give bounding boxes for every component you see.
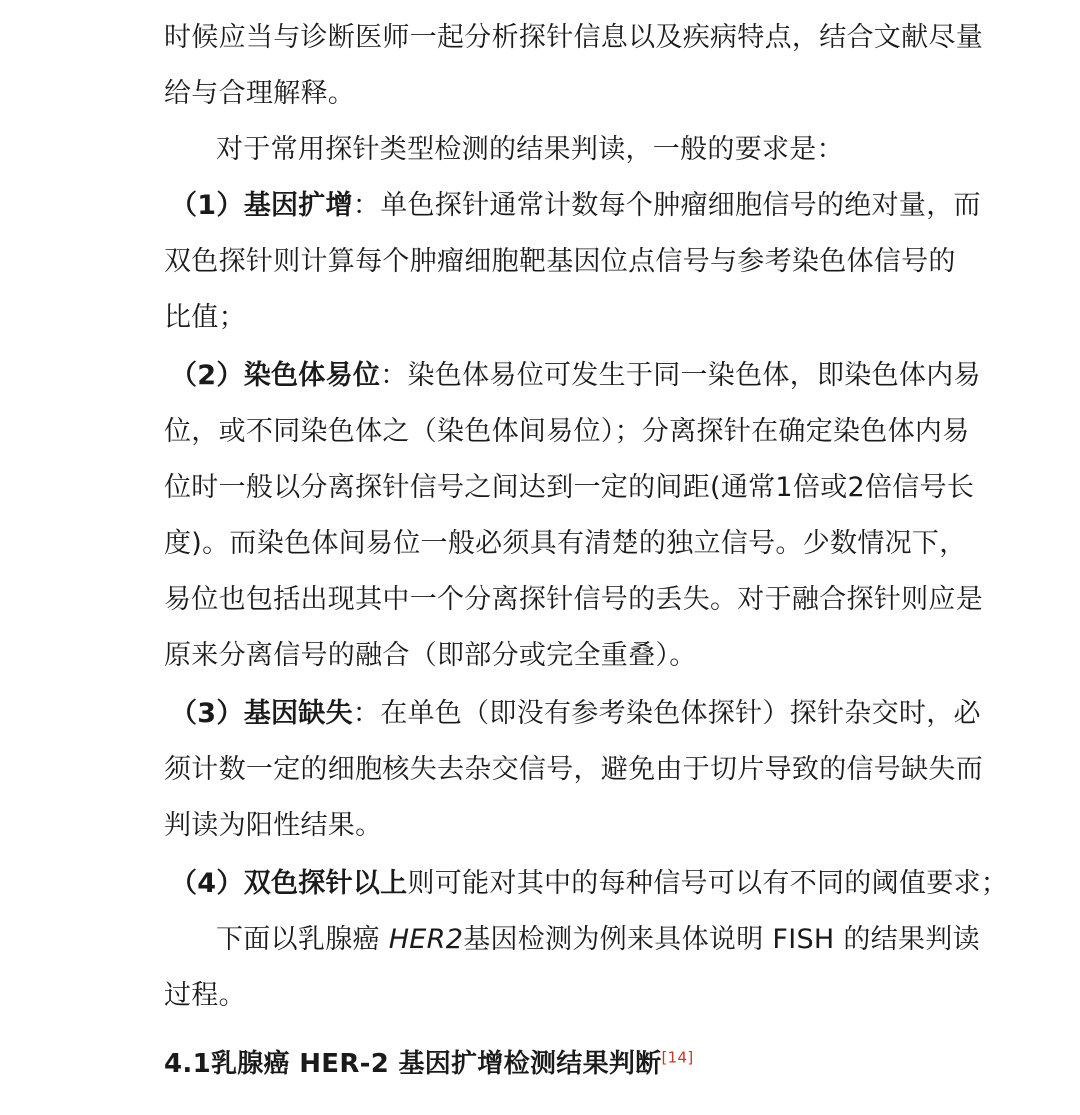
item-1-line-2: 双色探针则计算每个肿瘤细胞靶基因位点信号与参考染色体信号的	[164, 246, 956, 277]
reference-marker[interactable]: [14]	[661, 1048, 694, 1067]
section-heading	[164, 1046, 694, 1082]
item-2-line-5: 易位也包括出现其中一个分离探针信号的丢失。对于融合探针则应是	[164, 584, 983, 615]
item-4-text: 则可能对其中的每种信号可以有不同的阈值要求；	[407, 868, 1009, 899]
item-4-term: 双色探针以上	[243, 868, 408, 899]
item-3-colon: ：	[352, 698, 381, 729]
item-2-line-3: 位时一般以分离探针信号之间达到一定的间距(通常1倍或2倍信号长	[164, 472, 975, 503]
item-2-marker: （2）	[170, 360, 244, 391]
paragraph-example-line-1	[216, 922, 980, 958]
item-4-line-1	[170, 866, 1008, 902]
item-3-line-1	[170, 696, 981, 732]
item-1-term: 基因扩增	[243, 190, 353, 221]
paragraph-intro-line-1: 时候应当与诊断医师一起分析探针信息以及疾病特点，结合文献尽量	[164, 22, 983, 53]
item-2-line-2: 位，或不同染色体之（染色体间易位）；分离探针在确定染色体内易	[164, 416, 970, 447]
item-2-term: 染色体易位	[243, 360, 381, 391]
item-2-line-1	[170, 358, 981, 394]
item-1-colon: ：	[352, 190, 381, 221]
item-2-line-4: 度)。而染色体间易位一般必须具有清楚的独立信号。少数情况下，	[164, 528, 967, 559]
item-3-term: 基因缺失	[243, 698, 353, 729]
item-1-line-1	[170, 188, 981, 224]
item-2-line-6: 原来分离信号的融合（即部分或完全重叠）。	[164, 640, 697, 671]
paragraph-intro-line-2: 给与合理解释。	[164, 78, 356, 109]
item-1-text: 单色探针通常计数每个肿瘤细胞信号的绝对量，而	[380, 190, 981, 221]
item-3-line-2: 须计数一定的细胞核失去杂交信号，避免由于切片导致的信号缺失而	[164, 754, 983, 785]
paragraph-general: 对于常用探针类型检测的结果判读，一般的要求是：	[216, 134, 844, 165]
item-2-colon: ：	[380, 360, 408, 391]
item-2-text: 染色体易位可发生于同一染色体，即染色体内易	[407, 360, 981, 391]
item-1-marker: （1）	[170, 190, 244, 221]
item-1-line-3: 比值；	[164, 302, 246, 333]
item-3-marker: （3）	[170, 698, 244, 729]
item-4-marker: （4）	[170, 868, 244, 899]
paragraph-example-suffix: 基因检测为例来具体说明 FISH 的结果判读	[463, 924, 980, 955]
gene-name: HER2	[388, 924, 464, 955]
section-heading-text: 4.1乳腺癌 HER-2 基因扩增检测结果判断	[164, 1049, 662, 1079]
paragraph-example-prefix: 下面以乳腺癌	[216, 924, 389, 955]
paragraph-example-line-2: 过程。	[164, 980, 246, 1011]
item-3-text: 在单色（即没有参考染色体探针）探针杂交时，必	[380, 698, 981, 729]
item-3-line-3: 判读为阳性结果。	[164, 810, 383, 841]
